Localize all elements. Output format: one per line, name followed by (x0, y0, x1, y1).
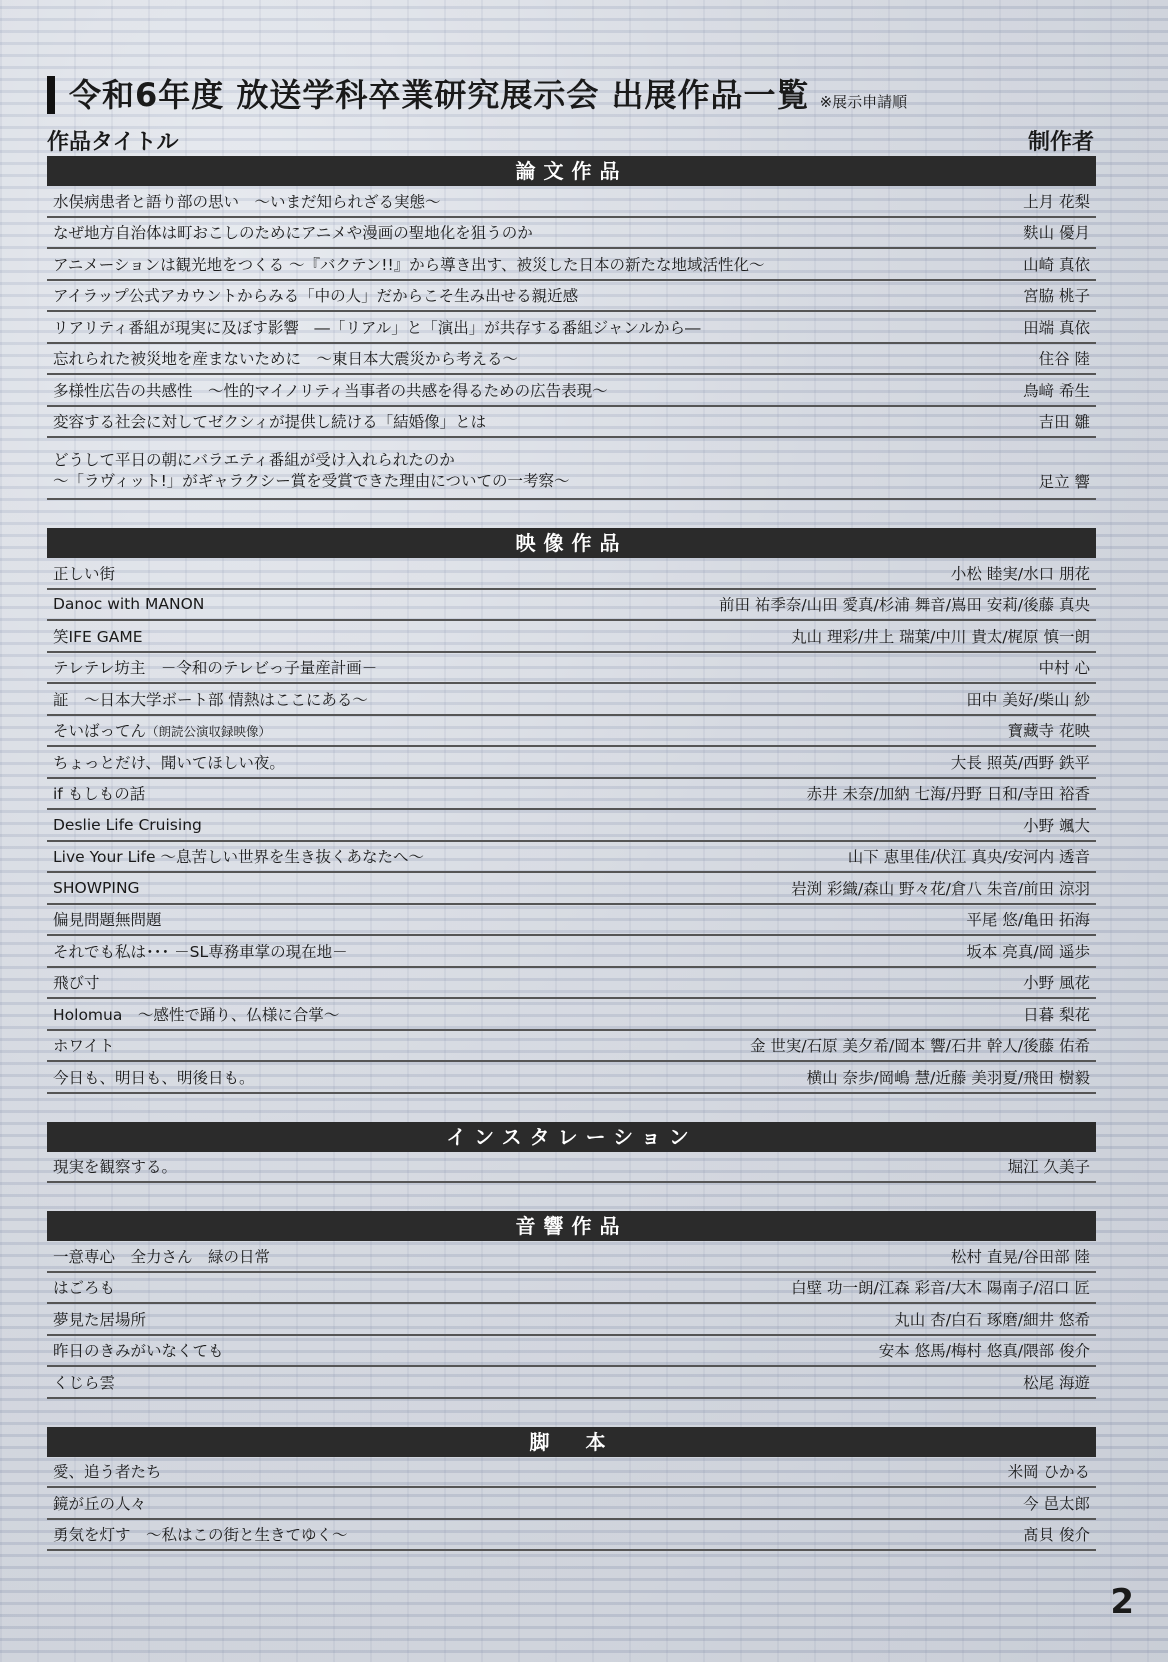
table-row (47, 375, 1096, 407)
work-title (53, 940, 348, 962)
work-author: 平尾 悠/亀田 拓海 (966, 911, 1090, 930)
work-author: 松尾 海遊 (1023, 1373, 1090, 1392)
work-author: 麩山 優月 (1023, 224, 1090, 243)
work-author: 松村 直晃/谷田部 陸 (950, 1247, 1090, 1266)
work-title-text: 夢見た居場所 (53, 1310, 147, 1329)
work-author: 宮脇 桃子 (1023, 287, 1090, 306)
work-title-text: 飛び寸 (53, 974, 100, 993)
table-row (47, 1031, 1096, 1063)
work-author: 吉田 雛 (1038, 413, 1090, 432)
table-row (47, 1241, 1096, 1273)
work-author: 大長 照英/西野 鉄平 (950, 753, 1090, 772)
table-row (47, 905, 1096, 937)
work-author: 岩渕 彩織/森山 野々花/倉八 朱音/前田 涼羽 (791, 879, 1090, 898)
work-title-text: くじら雲 (53, 1373, 116, 1392)
work-title-text: Live Your Life ～息苦しい世界を生き抜くあなたへ～ (53, 848, 424, 867)
work-author: 上月 花梨 (1023, 192, 1090, 211)
work-title (53, 595, 204, 613)
work-title (53, 1245, 270, 1267)
work-title (53, 450, 569, 492)
work-title-text: 勇気を灯す ～私はこの街と生きてゆく～ (53, 1526, 348, 1545)
table-row (47, 621, 1096, 653)
work-title-text: Deslie Life Cruising (53, 815, 202, 834)
work-title (53, 190, 441, 212)
section (47, 1211, 1096, 1399)
section (47, 1427, 1096, 1552)
work-title (53, 562, 115, 584)
work-title (53, 845, 424, 867)
table-row (47, 1488, 1096, 1520)
table-row (47, 438, 1096, 500)
work-author: 堀江 久美子 (1007, 1158, 1090, 1177)
work-author: 住谷 陸 (1038, 350, 1090, 369)
column-header-author: 制作者 (1027, 130, 1094, 155)
table-row (47, 653, 1096, 685)
work-title (53, 1034, 115, 1056)
work-title (53, 688, 368, 710)
work-author: 安本 悠馬/梅村 悠真/隈部 俊介 (878, 1342, 1090, 1361)
work-title-text: 愛、追う者たち (53, 1463, 162, 1482)
table-row (47, 1152, 1096, 1184)
work-title-text: リアリティ番組が現実に及ぼす影響 ―「リアル」と「演出」が共存する番組ジャンルから― (53, 318, 701, 337)
title-accent-bar (47, 76, 55, 114)
work-title (53, 1339, 224, 1361)
work-title-line1: どうして平日の朝にバラエティ番組が受け入れられたのか (53, 451, 455, 469)
table-row (47, 407, 1096, 439)
table-row (47, 716, 1096, 748)
work-title-text: ちょっとだけ、聞いてほしい夜。 (53, 753, 285, 772)
work-title (53, 816, 202, 834)
work-title (53, 347, 518, 369)
work-title-text: 現実を観察する。 (53, 1158, 178, 1177)
table-row (47, 186, 1096, 218)
work-title-text: 忘れられた被災地を産まないために ～東日本大震災から考える～ (53, 350, 519, 369)
section-title: 映像作品 (47, 528, 1096, 558)
work-title (53, 1003, 339, 1025)
work-title-text: テレテレ坊主 －令和のテレビっ子量産計画－ (53, 659, 378, 678)
work-title-text: 今日も、明日も、明後日も。 (53, 1068, 255, 1087)
work-title (53, 253, 764, 275)
table-row (47, 684, 1096, 716)
section-title: 音響作品 (47, 1211, 1096, 1241)
work-title-text: 一意専心 全力さん 緑の日常 (53, 1247, 271, 1266)
section (47, 1122, 1096, 1184)
work-author: 丸山 理彩/井上 瑞葉/中川 貴太/梶原 慎一朗 (791, 627, 1090, 646)
table-row (47, 842, 1096, 874)
work-title-text: SHOWPING (53, 878, 140, 897)
table-row (47, 968, 1096, 1000)
work-author: 小野 風花 (1023, 974, 1090, 993)
work-title-text: 笑IFE GAME (53, 627, 143, 646)
table-row (47, 1273, 1096, 1305)
work-author: 小野 颯大 (1023, 816, 1090, 835)
section-title: インスタレーション (47, 1122, 1096, 1152)
work-author: 鳥﨑 希生 (1023, 381, 1090, 400)
table-row (47, 999, 1096, 1031)
work-title (53, 1460, 162, 1482)
work-title (53, 1492, 146, 1514)
work-title (53, 879, 140, 897)
work-title-text: それでも私は･･･ －SL専務車掌の現在地－ (53, 942, 348, 961)
work-title (53, 751, 285, 773)
work-title (53, 1066, 255, 1088)
work-title-text: 証 ～日本大学ボート部 情熱はここにある～ (53, 690, 368, 709)
work-author: 山下 恵里佳/伏江 真央/安河内 透音 (847, 848, 1090, 867)
column-headers (47, 126, 1096, 156)
work-title (53, 908, 162, 930)
work-title-text: そいばってん (53, 722, 147, 741)
work-title-text: 正しい街 (53, 564, 116, 583)
work-title-text: 水俣病患者と語り部の思い ～いまだ知られざる実態～ (53, 192, 441, 211)
work-title (53, 719, 271, 741)
work-title-note: （朗読公演収録映像） (146, 724, 272, 740)
table-row (47, 312, 1096, 344)
work-author: 今 邑太郎 (1023, 1494, 1090, 1513)
section (47, 156, 1096, 500)
work-title-text: はごろも (53, 1279, 116, 1298)
table-row (47, 1304, 1096, 1336)
work-author: 前田 祐季奈/山田 愛真/杉浦 舞音/嶌田 安莉/後藤 真央 (718, 596, 1090, 615)
work-title (53, 1276, 115, 1298)
work-author: 丸山 杏/白石 琢磨/細井 悠希 (894, 1310, 1090, 1329)
table-row (47, 873, 1096, 905)
work-title (53, 656, 377, 678)
work-title-text: 鏡が丘の人々 (53, 1494, 147, 1513)
work-author: 中村 心 (1038, 659, 1090, 678)
table-row (47, 1062, 1096, 1094)
table-row (47, 1457, 1096, 1489)
work-author: 髙貝 俊介 (1023, 1526, 1090, 1545)
work-title (53, 316, 701, 338)
work-author: 日暮 梨花 (1023, 1005, 1090, 1024)
work-author: 田中 美好/柴山 紗 (966, 690, 1090, 709)
title-note: ※展示申請順 (819, 93, 908, 111)
table-row (47, 1520, 1096, 1552)
work-author: 山崎 真依 (1023, 255, 1090, 274)
work-author: 金 世実/石原 美夕希/岡本 響/石井 幹人/後藤 佑希 (749, 1037, 1090, 1056)
page-title: 令和6年度 放送学科卒業研究展示会 出展作品一覧 (69, 76, 810, 114)
work-title-text: 昨日のきみがいなくても (53, 1342, 224, 1361)
work-title (53, 971, 100, 993)
work-title (53, 1523, 348, 1545)
work-title-text: Danoc with MANON (53, 595, 205, 614)
title-row (47, 70, 1096, 116)
work-title-text: if もしもの話 (53, 785, 146, 804)
work-title-text: アニメーションは観光地をつくる ～『バクテン!!』から導き出す、被災した日本の新たな地域活性化～ (53, 255, 765, 274)
work-title (53, 284, 578, 306)
work-title (53, 410, 486, 432)
table-row (47, 1336, 1096, 1368)
work-title-text: アイラップ公式アカウントからみる「中の人」だからこそ生み出せる親近感 (53, 287, 579, 306)
work-author: 横山 奈歩/岡嶋 慧/近藤 美羽夏/飛田 樹毅 (806, 1068, 1090, 1087)
work-title-text: なぜ地方自治体は町おこしのためにアニメや漫画の聖地化を狙うのか (53, 224, 533, 243)
table-row (47, 936, 1096, 968)
work-title (53, 379, 608, 401)
section-title: 論文作品 (47, 156, 1096, 186)
exhibit-list-page (47, 70, 1096, 1579)
section-title: 脚 本 (47, 1427, 1096, 1457)
work-title-line2: ～「ラヴィット!」がギャラクシー賞を受賞できた理由についての一考察～ (53, 472, 570, 490)
page-number: 2 (1110, 1582, 1134, 1622)
table-row (47, 558, 1096, 590)
table-row (47, 747, 1096, 779)
work-title-text: ホワイト (53, 1037, 115, 1056)
work-title (53, 782, 145, 804)
work-author: 米岡 ひかる (1007, 1463, 1090, 1482)
table-row (47, 590, 1096, 622)
table-row (47, 1367, 1096, 1399)
work-author: 赤井 未奈/加納 七海/丹野 日和/寺田 裕香 (806, 785, 1090, 804)
table-row (47, 281, 1096, 313)
work-author: 坂本 亮真/岡 遥歩 (966, 942, 1090, 961)
work-title-text: 多様性広告の共感性 ～性的マイノリティ当事者の共感を得るための広告表現～ (53, 381, 608, 400)
work-author: 寶藏寺 花映 (1007, 722, 1090, 741)
work-author: 足立 響 (1038, 473, 1090, 491)
work-author: 田端 真依 (1023, 318, 1090, 337)
table-row (47, 218, 1096, 250)
work-title (53, 1308, 146, 1330)
section (47, 528, 1096, 1094)
column-header-title: 作品タイトル (47, 130, 179, 155)
table-row (47, 344, 1096, 376)
work-author: 白壁 功一朗/江森 彩音/大木 陽南子/沼口 匠 (791, 1279, 1090, 1298)
work-title (53, 1155, 177, 1177)
work-author: 小松 睦実/水口 朋花 (950, 564, 1090, 583)
work-title (53, 625, 143, 647)
sections-container (47, 156, 1096, 1551)
work-title-text: Holomua ～感性で踊り、仏様に合掌～ (53, 1005, 340, 1024)
table-row (47, 779, 1096, 811)
work-title (53, 221, 533, 243)
work-title (53, 1371, 115, 1393)
table-row (47, 810, 1096, 842)
work-title-text: 変容する社会に対してゼクシィが提供し続ける「結婚像」とは (53, 413, 487, 432)
work-title-text: 偏見問題無問題 (53, 911, 162, 930)
table-row (47, 249, 1096, 281)
